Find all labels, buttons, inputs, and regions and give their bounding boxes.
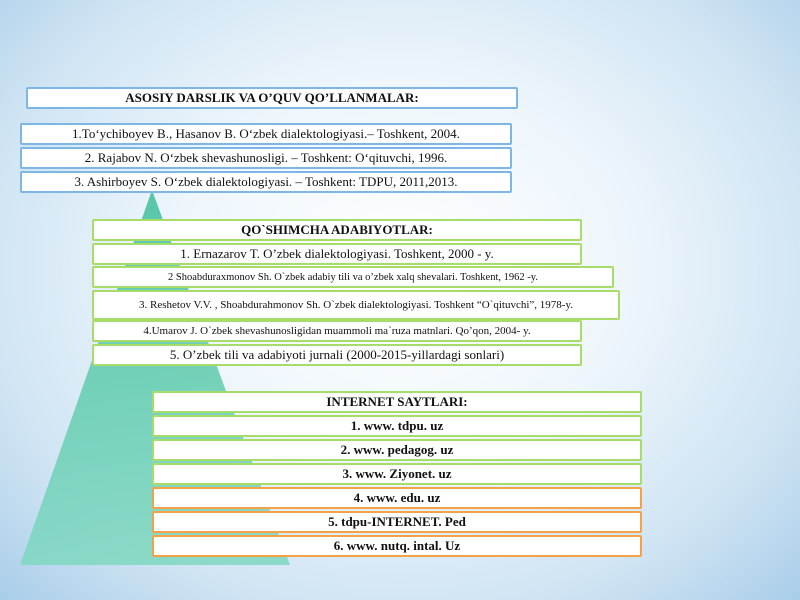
internet-item-1[interactable]: 1. www. tdpu. uz: [152, 415, 642, 437]
additional-item-2: 2 Shoabduraxmonov Sh. O`zbek adabiy tili va o’zbek xalq shevalari. Toshkent, 1962 -y.: [92, 266, 614, 288]
additional-item-3: 3. Reshetov V.V. , Shoabdurahmonov Sh. O`zbek dialektologiyasi. Toshkent “O`qituvchi”, 1978-y.: [92, 290, 620, 320]
internet-item-6[interactable]: 6. www. nutq. intal. Uz: [152, 535, 642, 557]
internet-section-title: INTERNET SAYTLARI:: [152, 391, 642, 413]
internet-item-4[interactable]: 4. www. edu. uz: [152, 487, 642, 509]
internet-item-2[interactable]: 2. www. pedagog. uz: [152, 439, 642, 461]
main-item-1: 1.To‘ychiboyev B., Hasanov B. O‘zbek dialektologiyasi.– Toshkent, 2004.: [20, 123, 512, 145]
internet-item-5[interactable]: 5. tdpu-INTERNET. Ped: [152, 511, 642, 533]
main-item-2: 2. Rajabov N. O‘zbek shevashunosligi. – Toshkent: O‘qituvchi, 1996.: [20, 147, 512, 169]
additional-item-5: 5. O’zbek tili va adabiyoti jurnali (2000-2015-yillardagi sonlari): [92, 344, 582, 366]
additional-section-title: QO`SHIMCHA ADABIYOTLAR:: [92, 219, 582, 241]
additional-item-4: 4.Umarov J. O`zbek shevashunosligidan muammoli ma`ruza matnlari. Qo’qon, 2004- y.: [92, 320, 582, 342]
internet-item-3[interactable]: 3. www. Ziyonet. uz: [152, 463, 642, 485]
main-item-3: 3. Ashirboyev S. O‘zbek dialektologiyasi. – Toshkent: TDPU, 2011,2013.: [20, 171, 512, 193]
main-section-title: ASOSIY DARSLIK VA O’QUV QO’LLANMALAR:: [26, 87, 518, 109]
additional-item-1: 1. Ernazarov T. O’zbek dialektologiyasi. Toshkent, 2000 - y.: [92, 243, 582, 265]
